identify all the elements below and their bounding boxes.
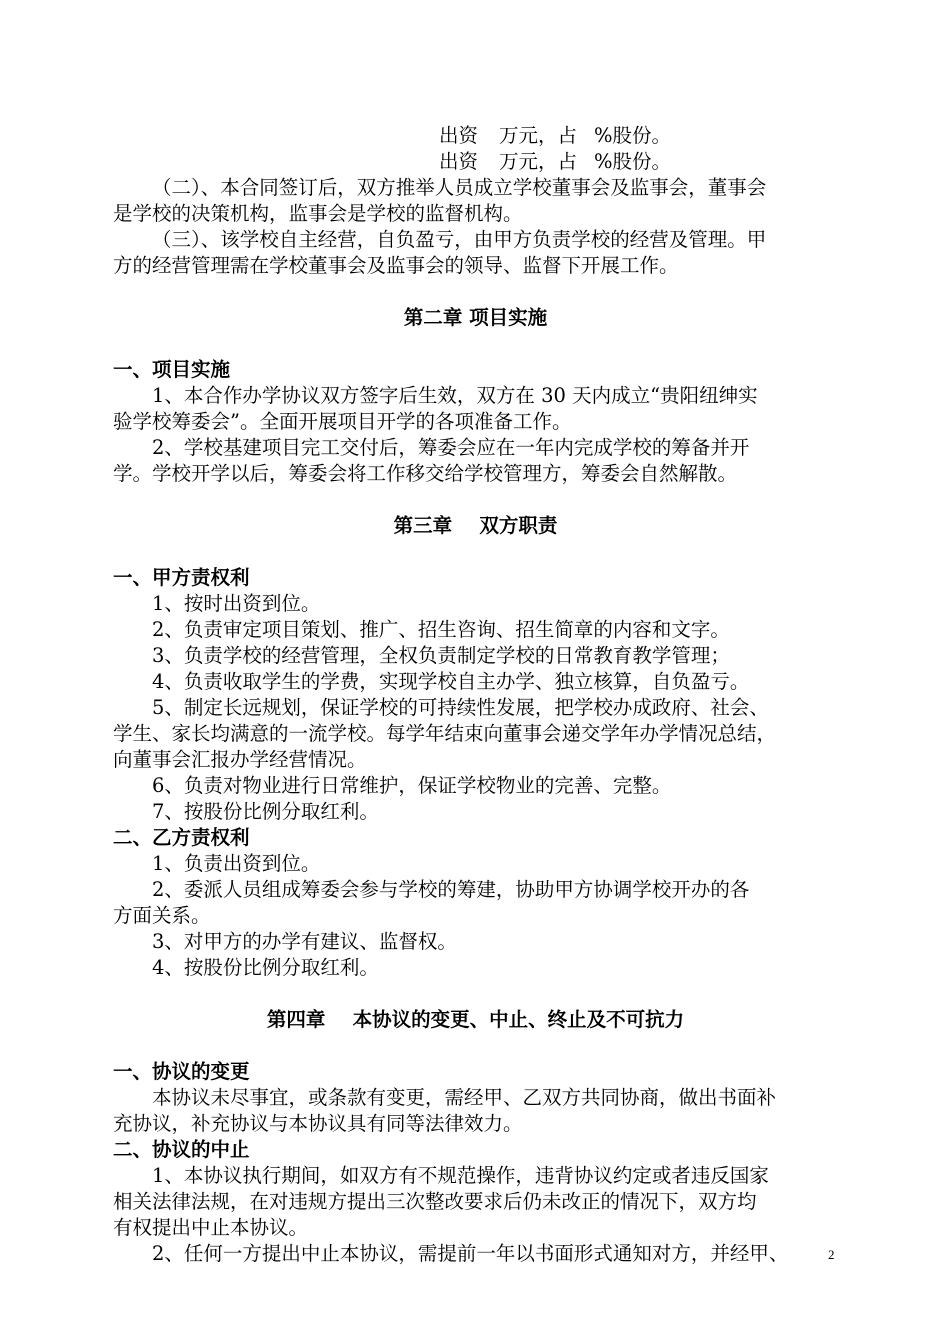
document-body — [113, 123, 838, 1267]
investment-text-c: %股份。 — [594, 124, 672, 147]
section-heading: 二、乙方责权利 — [113, 826, 250, 849]
clause-first-line: 1、本协议执行期间，如双方有不规范操作，违背协议约定或者违反国家 — [152, 1164, 769, 1187]
investment-text-a: 出资 — [439, 150, 479, 173]
investment-text-c: %股份。 — [594, 150, 672, 173]
clause-first-line: 3、对甲方的办学有建议、监督权。 — [152, 930, 457, 953]
clause-first-line: 6、负责对物业进行日常维护，保证学校物业的完善、完整。 — [152, 774, 672, 797]
page-number: 2 — [828, 1247, 835, 1262]
section-heading: 二、协议的中止 — [113, 1138, 250, 1161]
section-heading: 一、甲方责权利 — [113, 566, 250, 589]
clause-continuation-line: 相关法律法规，在对违规方提出三次整改要求后仍未改正的情况下，双方均 — [113, 1190, 757, 1213]
chapter-title: 第三章 双方职责 — [393, 514, 558, 537]
investment-text-b: 万元，占 — [499, 124, 578, 147]
spacer — [113, 487, 838, 513]
section-heading: 一、项目实施 — [113, 358, 231, 381]
document-page — [113, 123, 838, 1267]
clause-first-line: 3、负责学校的经营管理，全权负责制定学校的日常教育教学管理； — [152, 644, 730, 667]
clause-first-line: （二）、本合同签订后，双方推举人员成立学校董事会及监事会，董事会 — [152, 176, 767, 199]
investment-line — [113, 123, 838, 149]
clause-first-line: 1、负责出资到位。 — [152, 852, 321, 875]
clause-first-line: 2、学校基建项目完工交付后，筹委会应在一年内完成学校的筹备并开 — [152, 436, 750, 459]
spacer — [113, 279, 838, 305]
clause-first-line: 2、负责审定项目策划、推广、招生咨询、招生简章的内容和文字。 — [152, 618, 730, 641]
investment-text-a: 出资 — [439, 124, 479, 147]
clause-first-line: 本协议未尽事宜，或条款有变更，需经甲、乙双方共同协商，做出书面补 — [152, 1086, 777, 1109]
section-heading: 一、协议的变更 — [113, 1060, 250, 1083]
clause-continuation-line: 验学校筹委会”。全面开展项目开学的各项准备工作。 — [113, 410, 572, 433]
clause-continuation-line: 学生、家长均满意的一流学校。每学年结束向董事会递交学年办学情况总结， — [113, 722, 777, 745]
clause-first-line: 4、按股份比例分取红利。 — [152, 956, 379, 979]
investment-text-b: 万元，占 — [499, 150, 578, 173]
investment-line — [113, 149, 838, 175]
clause-continuation-line: 方面关系。 — [113, 904, 211, 927]
spacer — [113, 1033, 838, 1059]
clause-continuation-line: 学。学校开学以后，筹委会将工作移交给学校管理方，筹委会自然解散。 — [113, 462, 738, 485]
clause-continuation-line: 有权提出中止本协议。 — [113, 1216, 309, 1239]
clause-continuation-line: 方的经营管理需在学校董事会及监事会的领导、监督下开展工作。 — [113, 254, 679, 277]
chapter-title: 第四章 本协议的变更、中止、终止及不可抗力 — [266, 1008, 685, 1031]
clause-continuation-line: 向董事会汇报办学经营情况。 — [113, 748, 367, 771]
spacer — [113, 539, 838, 565]
clause-first-line: 7、按股份比例分取红利。 — [152, 800, 379, 823]
clause-first-line: 5、制定长远规划，保证学校的可持续性发展，把学校办成政府、社会、 — [152, 696, 769, 719]
clause-continuation-line: 是学校的决策机构，监事会是学校的监督机构。 — [113, 202, 523, 225]
clause-first-line: 1、按时出资到位。 — [152, 592, 321, 615]
spacer — [113, 981, 838, 1007]
chapter-title: 第二章 项目实施 — [403, 306, 548, 329]
clause-first-line: 2、任何一方提出中止本协议，需提前一年以书面形式通知对方，并经甲、 — [152, 1242, 789, 1265]
clause-continuation-line: 充协议，补充协议与本协议具有同等法律效力。 — [113, 1112, 523, 1135]
clause-first-line: 4、负责收取学生的学费，实现学校自主办学、独立核算，自负盈亏。 — [152, 670, 750, 693]
spacer — [113, 331, 838, 357]
clause-first-line: （三）、该学校自主经营，自负盈亏，由甲方负责学校的经营及管理。甲 — [152, 228, 767, 251]
clause-first-line: 2、委派人员组成筹委会参与学校的筹建，协助甲方协调学校开办的各 — [152, 878, 750, 901]
clause-first-line: 1、本合作办学协议双方签字后生效，双方在 30 天内成立“贵阳纽绅实 — [152, 384, 758, 407]
